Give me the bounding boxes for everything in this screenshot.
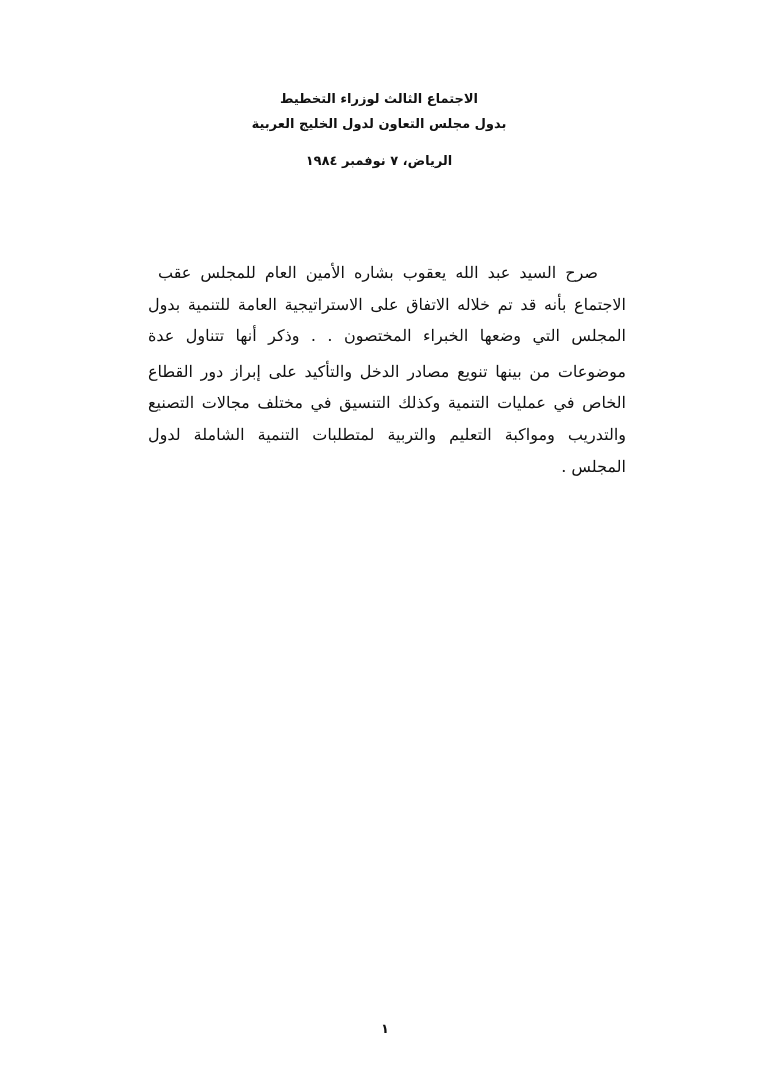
body-line: المجلس . (561, 457, 626, 476)
heading-line-1: الاجتماع الثالث لوزراء التخطيط (279, 92, 479, 107)
heading-line-2: بدول مجلس التعاون لدول الخليج العربية (251, 117, 507, 132)
body-line: الخاص في عمليات التنمية وكذلك التنسيق في مختلف مجالات التصنيع (148, 393, 626, 412)
dateline: الرياض، ٧ نوفمبر ١٩٨٤ (305, 154, 453, 169)
body-line: موضوعات من بينها تنويع مصادر الدخل والتأكيد على إبراز دور القطاع (148, 362, 626, 381)
body-line: والتدريب ومواكبة التعليم والتربية لمتطلبات التنمية الشاملة لدول (148, 425, 626, 444)
page-number: ١ (381, 1022, 389, 1037)
body-line: المجلس التي وضعها الخبراء المختصون . . وذكر أنها تتناول عدة (148, 326, 626, 345)
body-line: الاجتماع بأنه قد تم خلاله الاتفاق على الاستراتيجية العامة للتنمية بدول (148, 295, 626, 314)
body-line: صرح السيد عبد الله يعقوب بشاره الأمين العام للمجلس عقب (158, 263, 598, 282)
